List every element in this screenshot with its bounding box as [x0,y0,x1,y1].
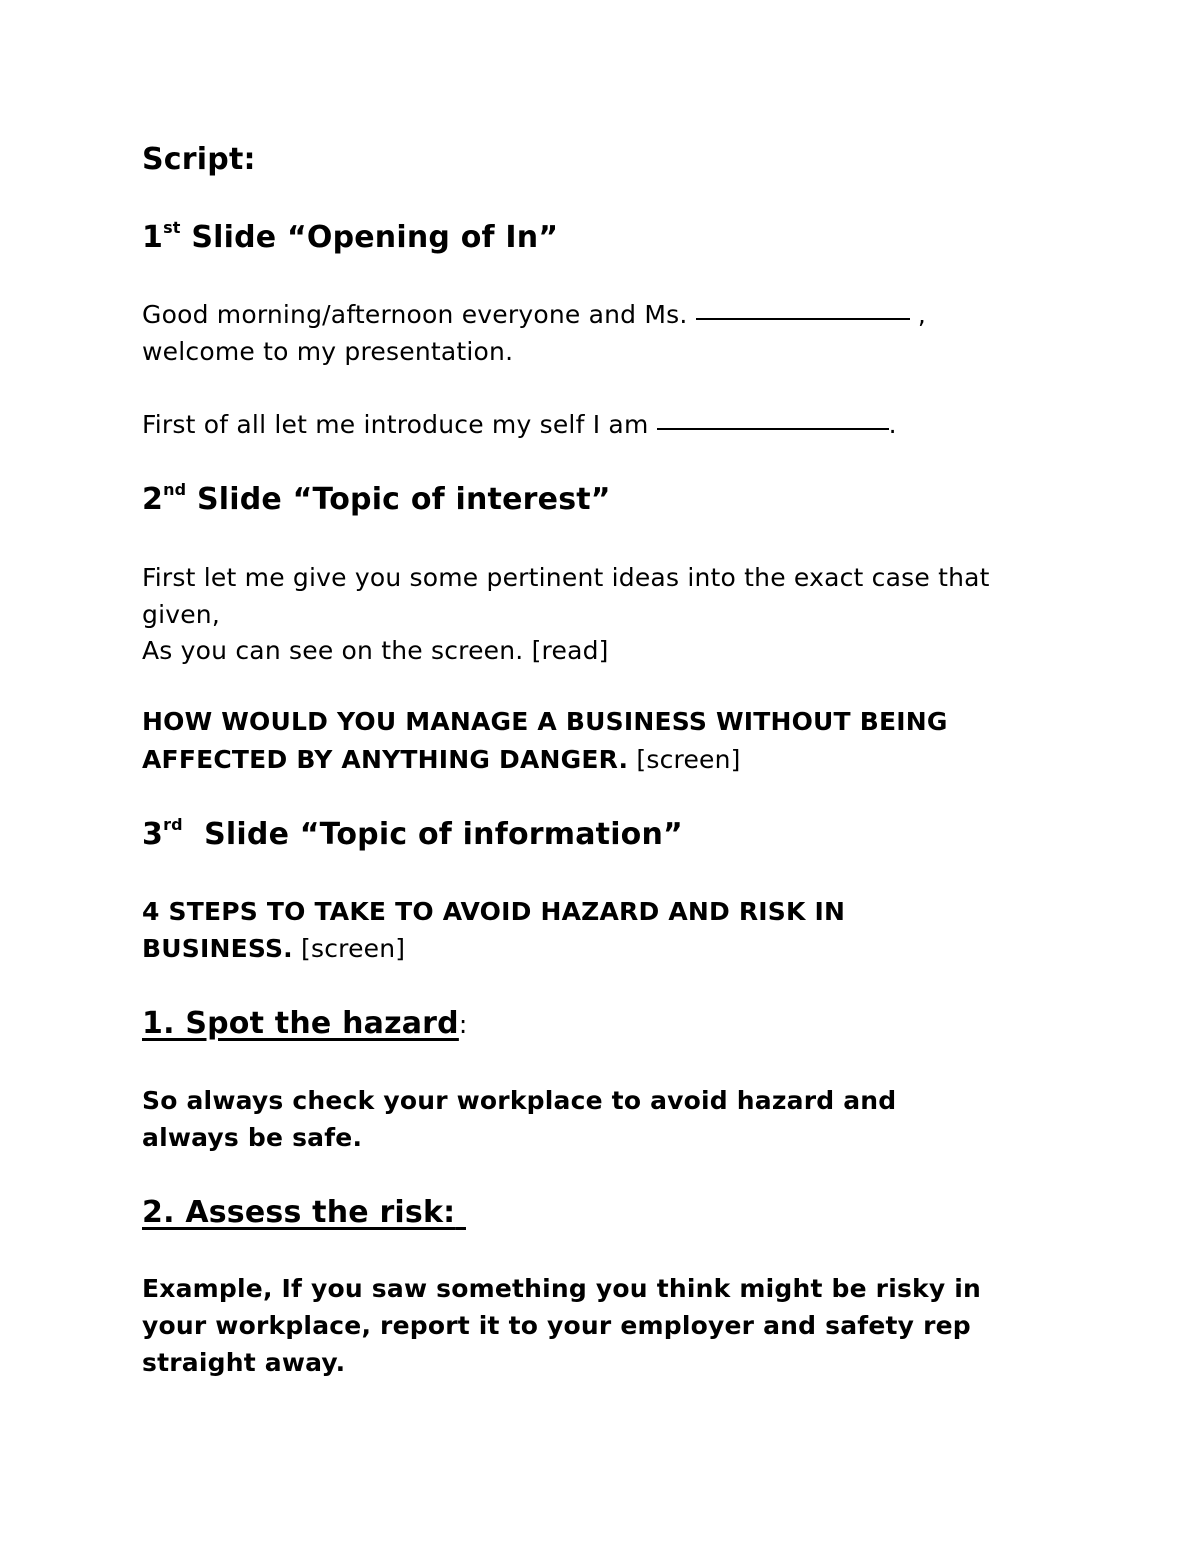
slide3-title: Slide “Topic of information” [204,817,683,852]
slide1-heading [142,218,558,258]
step2-line1: Example, If you saw something you think might be risky in [142,1274,982,1303]
slide2-title: Slide “Topic of interest” [196,482,611,517]
step1-colon: : [458,1010,468,1039]
slide2-heading [142,480,611,520]
step1-line2: always be safe. [142,1123,363,1152]
step1-heading [142,1004,467,1045]
slide3-caps-line1: 4 STEPS TO TAKE TO AVOID HAZARD AND RISK IN [142,897,846,926]
slide2-line3: As you can see on the screen. [read] [142,636,609,665]
slide1-intro-line [142,406,897,443]
intro-text: First of all let me introduce my self I am [142,410,649,439]
slide2-caps-line2 [142,741,741,778]
slide2-caps-line1: HOW WOULD YOU MANAGE A BUSINESS WITHOUT BEING [142,707,948,736]
name-blank-2 [657,428,889,430]
intro-period: . [888,410,897,439]
slide2-line2: given, [142,600,220,629]
slide2-line1: First let me give you some pertinent ideas into the exact case that [142,563,990,592]
greeting-comma: , [917,300,927,329]
step1-line1: So always check your workplace to avoid hazard and [142,1086,897,1115]
step2-line3: straight away. [142,1348,346,1377]
slide1-greeting-line [142,296,926,333]
slide2-ordinal: nd [163,480,187,499]
slide1-ordinal: st [163,218,181,237]
step2-line2: your workplace, report it to your employer and safety rep [142,1311,971,1340]
step2-title: 2. Assess the risk: [142,1195,456,1230]
slide1-title: Slide “Opening of In” [191,220,559,255]
slide1-number: 1 [142,220,164,255]
slide1-welcome-line: welcome to my presentation. [142,337,514,366]
slide3-ordinal: rd [163,815,183,834]
name-blank-1 [696,318,910,320]
step1-title: 1. Spot the hazard [142,1006,459,1041]
slide3-heading [142,815,683,855]
slide2-caps-text: AFFECTED BY ANYTHING DANGER. [142,745,629,774]
greeting-text: Good morning/afternoon everyone and Ms. [142,300,688,329]
slide3-caps-line2 [142,930,405,967]
slide2-screen-tag: [screen] [636,745,741,774]
script-title: Script: [142,142,256,177]
step2-heading [142,1193,466,1233]
slide3-screen-tag: [screen] [301,934,406,963]
slide3-caps-text: BUSINESS. [142,934,293,963]
slide3-number: 3 [142,817,164,852]
slide2-number: 2 [142,482,164,517]
